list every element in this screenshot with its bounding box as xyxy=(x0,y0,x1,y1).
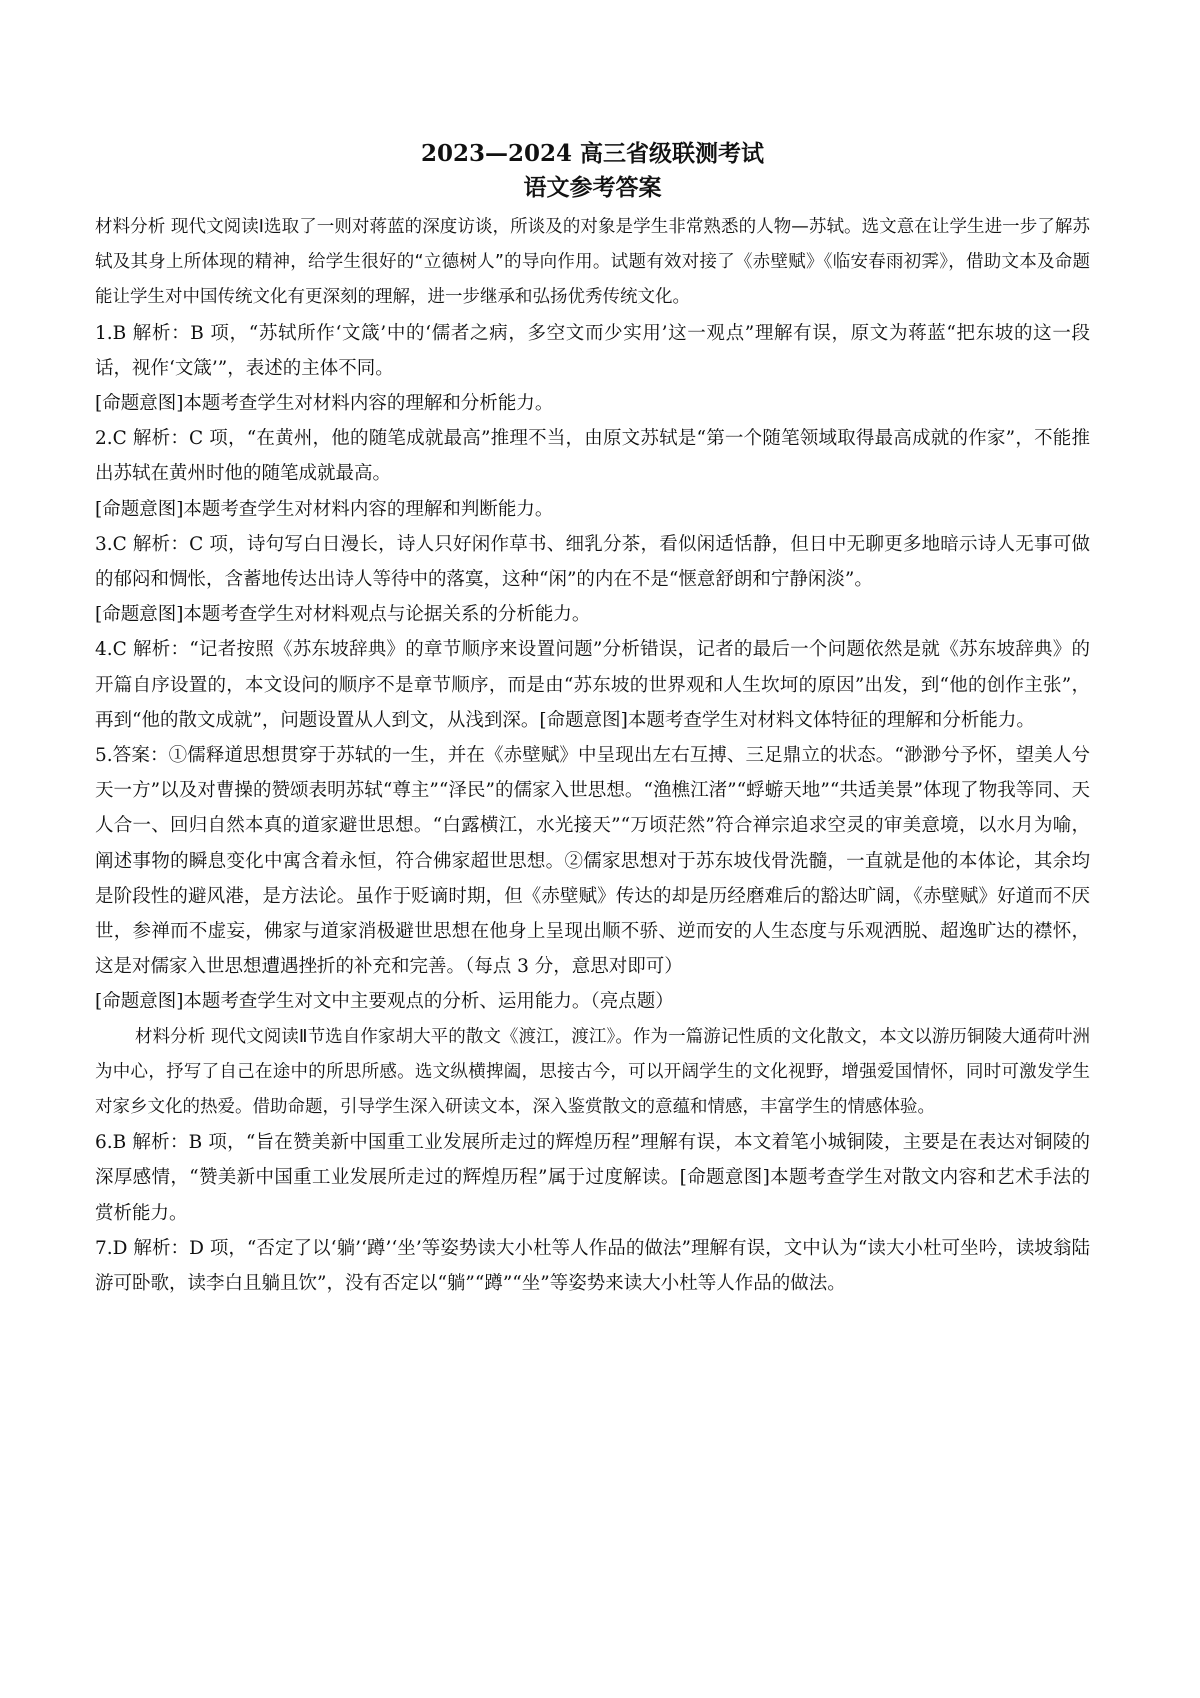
answer-4: 4.C 解析：“记者按照《苏东坡辞典》的章节顺序来设置问题”分析错误，记者的最后一个问题依然是就《苏东坡辞典》的开篇自序设置的，本文设问的顺序不是章节顺序，而是由“苏东坡的世界观和人生坎坷的原因”出发，到“他的创作主张”，再到“他的散文成就”，问题设置从人到文，从浅到深。[命题意图]本题考查学生对材料文体特征的理解和分析能力。 xyxy=(95,639,1090,731)
intent-3: [命题意图]本题考查学生对材料观点与论据关系的分析能力。 xyxy=(95,604,591,626)
material-analysis-2: 材料分析 现代文阅读Ⅱ节选自作家胡大平的散文《渡江，渡江》。作为一篇游记性质的文化散文，本文以游历铜陵大通荷叶洲为中心，抒写了自己在途中的所思所感。选文纵横捭阖，思接古今，可以开阔学生的文化视野，增强爱国情怀，同时可激发学生对家乡文化的热爱。借助命题，引导学生深入研读文本，深入鉴赏散文的意蕴和情感，丰富学生的情感体验。 xyxy=(95,1026,1090,1118)
intent-1: [命题意图]本题考查学生对材料内容的理解和分析能力。 xyxy=(95,393,554,415)
page-subtitle: 语文参考答案 xyxy=(523,174,662,201)
answer-3: 3.C 解析：C 项，诗句写白日漫长，诗人只好闲作草书、细乳分茶，看似闲适恬静，但日中无聊更多地暗示诗人无事可做的郁闷和惆怅，含蓄地传达出诗人等待中的落寞，这种“闲”的内在不是“惬意舒朗和宁静闲淡”。 xyxy=(95,533,1090,591)
intent-2: [命题意图]本题考查学生对材料内容的理解和判断能力。 xyxy=(95,498,554,520)
material-analysis-1: 材料分析 现代文阅读Ⅰ选取了一则对蒋蓝的深度访谈，所谈及的对象是学生非常熟悉的人物—苏轼。选文意在让学生进一步了解苏轼及其身上所体现的精神，给学生很好的“立德树人”的导向作用。试题有效对接了《赤壁赋》《临安春雨初霁》，借助文本及命题能让学生对中国传统文化有更深刻的理解，进一步继承和弘扬优秀传统文化。 xyxy=(95,217,1090,308)
answer-6: 6.B 解析：B 项，“旨在赞美新中国重工业发展所走过的辉煌历程”理解有误，本文着笔小城铜陵，主要是在表达对铜陵的深厚感情，“赞美新中国重工业发展所走过的辉煌历程”属于过度解读。[命题意图]本题考查学生对散文内容和艺术手法的赏析能力。 xyxy=(95,1132,1090,1224)
answer-7: 7.D 解析：D 项，“否定了以‘躺’‘蹲’‘坐’等姿势读大小杜等人作品的做法”理解有误，文中认为“读大小杜可坐吟，读坡翁陆游可卧歌，读李白且躺且饮”，没有否定以“躺”“蹲”“坐”等姿势来读大小杜等人作品的做法。 xyxy=(95,1237,1090,1295)
answer-5: 5.答案：①儒释道思想贯穿于苏轼的一生，并在《赤壁赋》中呈现出左右互搏、三足鼎立的状态。“渺渺兮予怀，望美人兮天一方”以及对曹操的赞颂表明苏轼“尊主”“泽民”的儒家入世思想。“渔樵江渚”“蜉蝣天地”“共适美景”体现了物我等同、天人合一、回归自然本真的道家避世思想。“白露横江，水光接天”“万顷茫然”符合禅宗追求空灵的审美意境，以水月为喻，阐述事物的瞬息变化中寓含着永恒，符合佛家超世思想。②儒家思想对于苏东坡伐骨洗髓，一直就是他的本体论，其余均是阶段性的避风港，是方法论。虽作于贬谪时期，但《赤壁赋》传达的却是历经磨难后的豁达旷阔，《赤壁赋》好道而不厌世，参禅而不虚妄，佛家与道家消极避世思想在他身上呈现出顺不骄、逆而安的人生态度与乐观洒脱、超逸旷达的襟怀，这是对儒家入世思想遭遇挫折的补充和完善。（每点 3 分，意思对即可） xyxy=(95,745,1090,978)
intent-5: [命题意图]本题考查学生对文中主要观点的分析、运用能力。（亮点题） xyxy=(95,991,674,1013)
page-title: 2023—2024 高三省级联测考试 xyxy=(420,140,765,167)
answer-1: 1.B 解析：B 项，“苏轼所作‘文箴’中的‘儒者之病，多空文而少实用’这一观点”理解有误，原文为蒋蓝“把东坡的这一段话，视作‘文箴’”，表述的主体不同。 xyxy=(95,322,1090,379)
answer-2: 2.C 解析：C 项，“在黄州，他的随笔成就最高”推理不当，由原文苏轼是“第一个随笔领域取得最高成就的作家”，不能推出苏轼在黄州时他的随笔成就最高。 xyxy=(95,428,1090,485)
